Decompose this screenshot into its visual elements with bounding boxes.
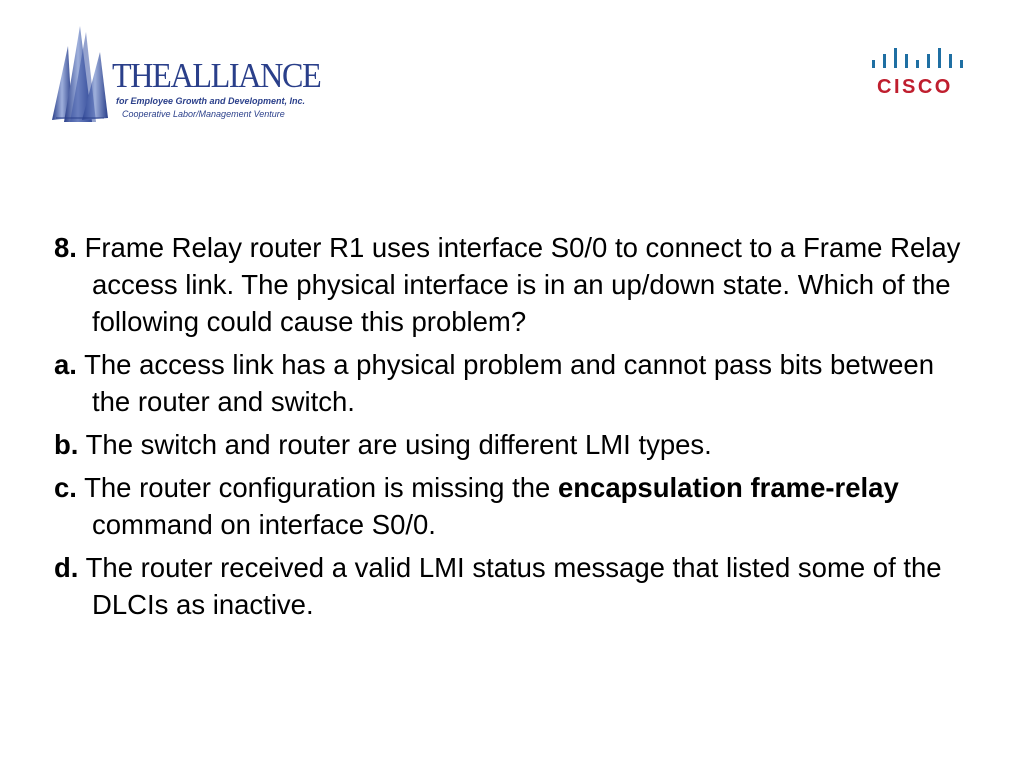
option-letter: c. (54, 472, 77, 503)
option-c (54, 469, 966, 543)
option-letter: b. (54, 429, 79, 460)
option-letter: d. (54, 552, 79, 583)
option-text: The access link has a physical problem and cannot pass bits between the router and switch. (84, 349, 935, 417)
alliance-tagline: for Employee Growth and Development, Inc. (116, 96, 306, 106)
option-letter: a. (54, 349, 77, 380)
alliance-subtagline: Cooperative Labor/Management Venture (122, 109, 285, 119)
option-b (54, 426, 966, 463)
alliance-wordmark: THEALLIANCE (112, 56, 321, 95)
question-number: 8. (54, 232, 77, 263)
question-text: Frame Relay router R1 uses interface S0/0 to connect to a Frame Relay access link. The physical interface is in an up/down state. Which of the following could cause this problem? (84, 232, 961, 337)
cisco-logo (868, 42, 964, 104)
option-text-before: The router configuration is missing the (84, 472, 551, 503)
option-text: The router received a valid LMI status message that listed some of the DLCIs as inactive. (85, 552, 942, 620)
option-text: The switch and router are using different LMI types. (85, 429, 712, 460)
cisco-wordmark: CISCO (877, 76, 953, 98)
question-item (54, 229, 966, 340)
question-content (54, 229, 966, 629)
alliance-logo (50, 18, 321, 126)
cisco-bars-icon (868, 42, 964, 72)
command-keyword: encapsulation frame-relay (557, 472, 899, 503)
option-d (54, 549, 966, 623)
option-a (54, 346, 966, 420)
option-text-after: command on interface S0/0. (92, 509, 436, 540)
